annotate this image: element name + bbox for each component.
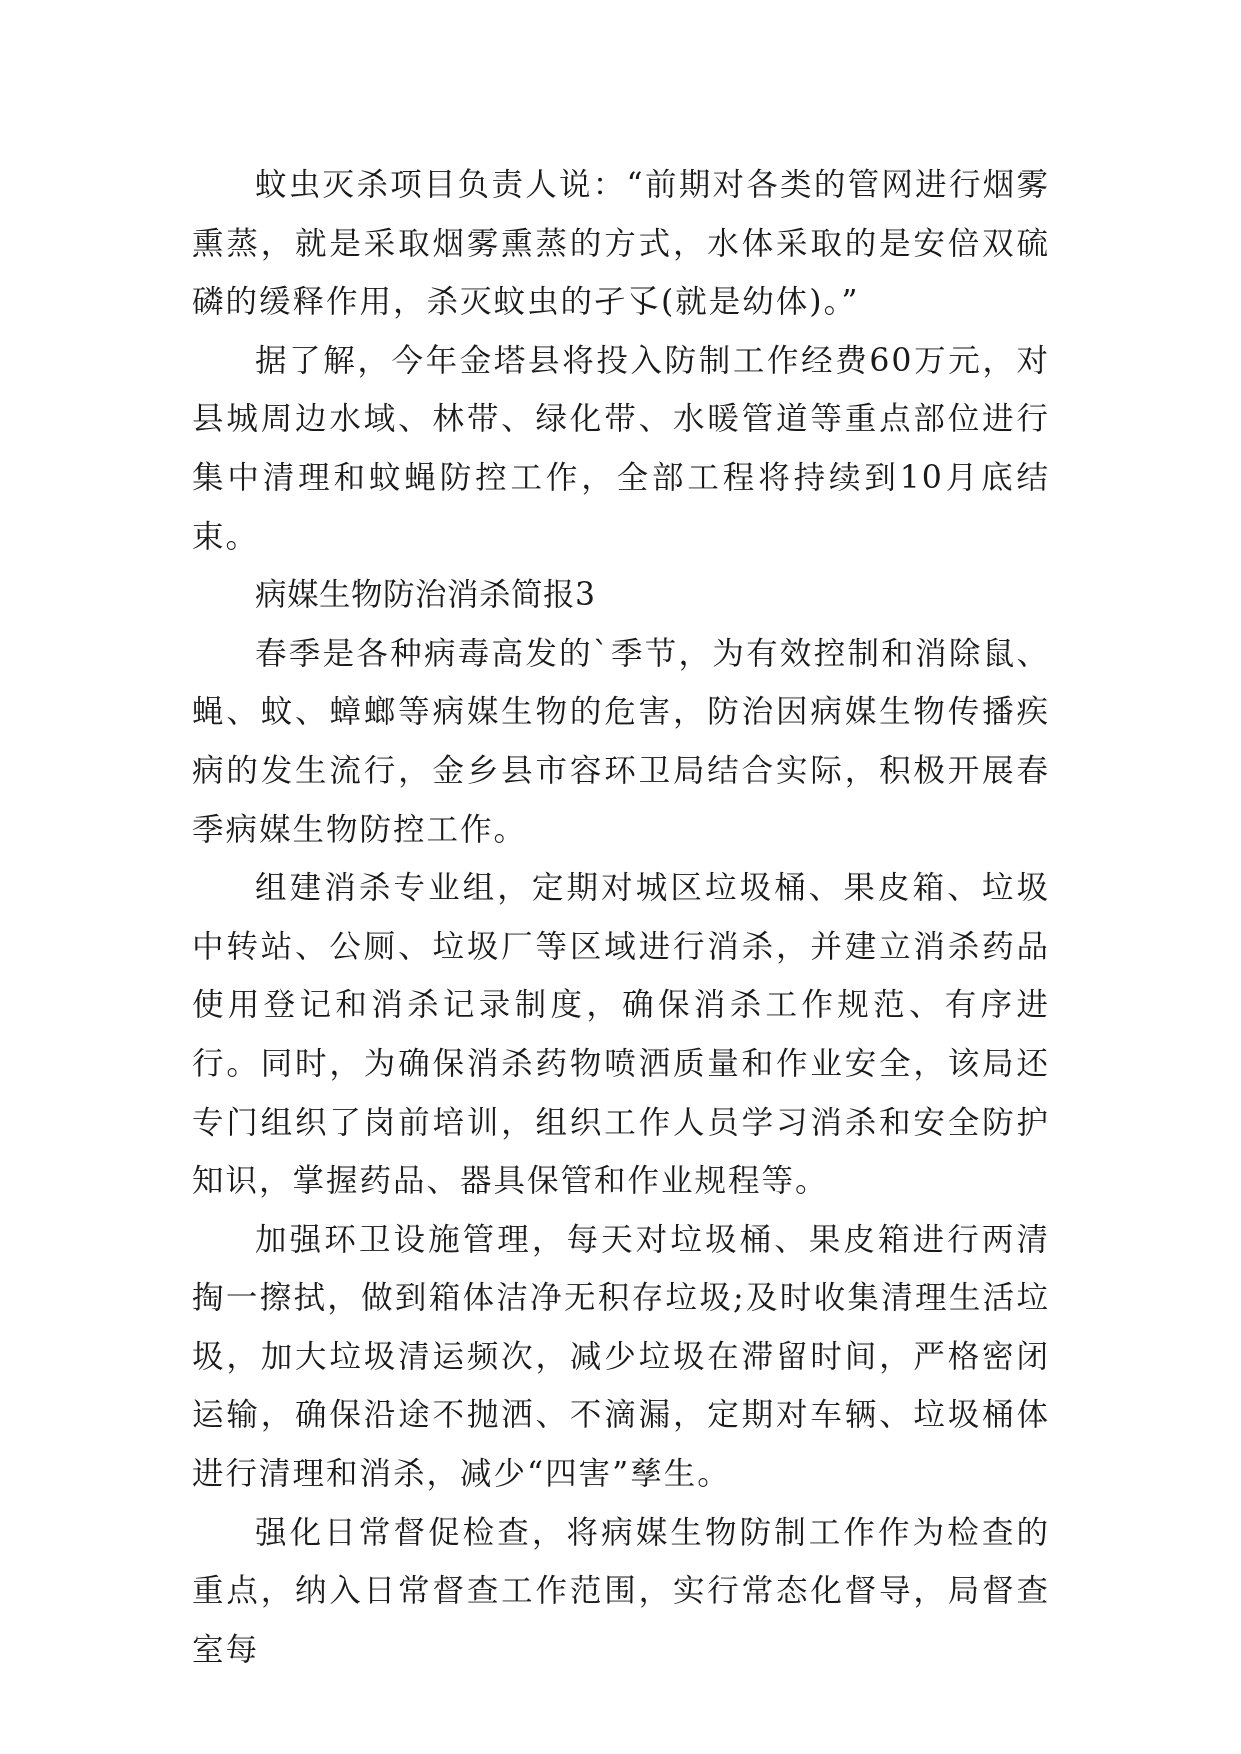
paragraph-disinfection-team: 组建消杀专业组，定期对城区垃圾桶、果皮箱、垃圾中转站、公厕、垃圾厂等区域进行消杀，并建立消杀药品使用登记和消杀记录制度，确保消杀工作规范、有序进行。同时，为确保消杀药物喷洒质量和作业安全，该局还专门组织了岗前培训，组织工作人员学习消杀和安全防护知识，掌握药品、器具保管和作业规程等。 xyxy=(192,870,1050,1200)
paragraph-mosquito-quote: 蚊虫灭杀项目负责人说：“前期对各类的管网进行烟雾熏蒸，就是采取烟雾熏蒸的方式，水体采取的是安倍双硫磷的缓释作用，杀灭蚊虫的孑孓(就是幼体)。” xyxy=(192,167,1050,321)
paragraph-sanitation-facilities: 加强环卫设施管理，每天对垃圾桶、果皮箱进行两清掏一擦拭，做到箱体洁净无积存垃圾;及时收集清理生活垃圾，加大垃圾清运频次，减少垃圾在滞留时间，严格密闭运输，确保沿途不抛洒、不滴漏，定期对车辆、垃圾桶体进行清理和消杀，减少“四害”孳生。 xyxy=(192,1221,1050,1493)
paragraph-inspection: 强化日常督促检查，将病媒生物防制工作作为检查的重点，纳入日常督查工作范围，实行常态化督导，局督查室每 xyxy=(192,1514,1050,1668)
paragraph-funding: 据了解，今年金塔县将投入防制工作经费60万元，对县城周边水域、林带、绿化带、水暖管道等重点部位进行集中清理和蚊蝇防控工作，全部工程将持续到10月底结束。 xyxy=(192,342,1050,555)
document-body xyxy=(192,156,1050,1679)
section-heading: 病媒生物防治消杀简报3 xyxy=(255,577,596,614)
paragraph-spring-prevention: 春季是各种病毒高发的`季节，为有效控制和消除鼠、蝇、蚊、蟑螂等病媒生物的危害，防治因病媒生物传播疾病的发生流行，金乡县市容环卫局结合实际，积极开展春季病媒生物防控工作。 xyxy=(192,635,1050,848)
